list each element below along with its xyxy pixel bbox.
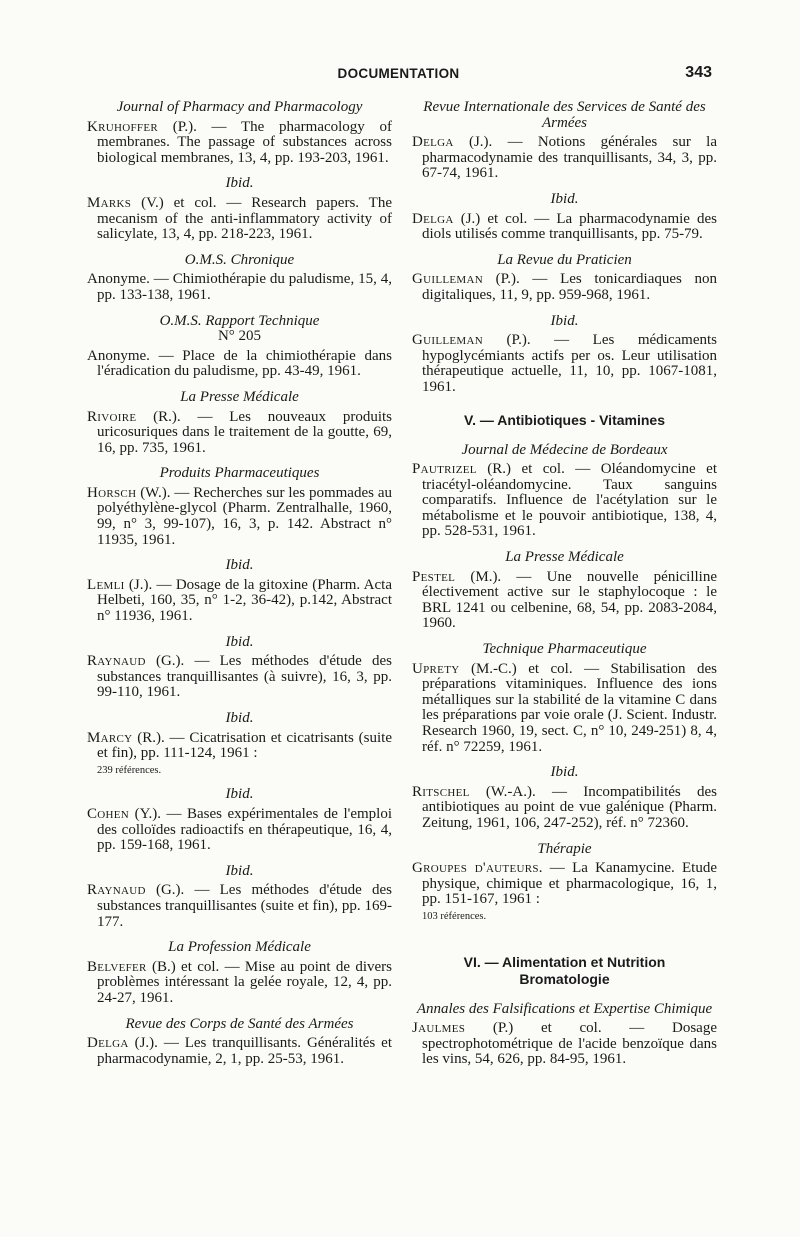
entry-text: (W.). — Recherches sur les pommades au polyéthylène-glycol (Pharm. Zentralhalle, 1960, 99, n° 3, 99-107), 16, 3, p. 142. Abstract n° 11935, 1961.: [97, 484, 392, 548]
entry-text: (P.) et col. — Dosage spectrophotométrique de l'acide benzoïque dans les vins, 54, 626, pp. 84-95, 1961.: [422, 1020, 717, 1068]
reference-entry: [87, 1036, 392, 1067]
reference-entry: [412, 333, 717, 395]
source-title: La Revue du Praticien: [497, 251, 632, 268]
section-heading: V. — Antibiotiques - Vitamines: [464, 411, 665, 428]
reference-entry: [412, 570, 717, 632]
running-title: DOCUMENTATION: [337, 66, 460, 81]
entry-text: (G.). — Les méthodes d'étude des substances tranquillisantes (suite et fin), pp. 169-177.: [97, 882, 392, 930]
source-title: Ibid.: [550, 312, 579, 329]
source-title: Ibid.: [225, 786, 254, 803]
source-title: La Presse Médicale: [505, 549, 624, 566]
entry-text: (J.). — Les tranquillisants. Généralités et pharmacodynamie, 2, 1, pp. 25-53, 1961.: [97, 1035, 392, 1067]
source-number: N° 205: [217, 328, 262, 345]
reference-entry: [412, 662, 717, 756]
source-title: Ibid.: [225, 710, 254, 726]
entry-text: (P.). — The pharmacology of membranes. The passage of substances across biological membranes, 13, 4, pp. 193-203, 1961.: [97, 118, 392, 166]
reference-entry: [412, 861, 717, 923]
entry-text: (M.). — Une nouvelle pénicilline électivement active sur le staphylocoque : le BRL 1241 ou celbenine, 68, 54, pp. 2083-2084, 1960.: [422, 568, 717, 632]
section-heading-line: VI. — Alimentation et Nutrition: [463, 953, 666, 970]
section-heading: [412, 954, 717, 988]
author: Lemli: [87, 576, 125, 593]
left-column: [87, 100, 392, 1067]
source-title: Annales des Falsifications et Expertise Chimique: [416, 1000, 713, 1017]
source-title: [87, 314, 392, 345]
reference-entry: [412, 785, 717, 832]
author: Marks: [87, 194, 132, 211]
reference-entry: [412, 212, 717, 243]
author: Kruhoffer: [87, 118, 158, 135]
reference-entry: [87, 486, 392, 548]
reference-entry: [87, 120, 392, 167]
entry-text: Anonyme. — Chimiothérapie du paludisme, 15, 4, pp. 133-138, 1961.: [87, 271, 392, 303]
author: Horsch: [87, 484, 137, 501]
author: Raynaud: [87, 653, 146, 670]
author: Cohen: [87, 805, 130, 822]
page-number: 343: [685, 64, 712, 81]
author: Pautrizel: [412, 461, 477, 478]
source-title: Journal of Pharmacy and Pharmacology: [116, 99, 363, 115]
source-title: La Presse Médicale: [180, 388, 299, 405]
entry-text: (P.). — Les médicaments hypoglycémiants actifs per os. Leur utilisation thérapeutique actuelle, 11, 10, pp. 1067-1081, 1961.: [422, 332, 717, 395]
reference-count: 103 références.: [422, 910, 487, 922]
source-title: Ibid.: [225, 862, 254, 879]
source-title: Ibid.: [225, 175, 254, 192]
source-title: Thérapie: [537, 840, 592, 857]
source-title: Revue des Corps de Santé des Armées: [125, 1015, 354, 1032]
source-title: Ibid.: [550, 764, 579, 781]
source-title: Journal de Médecine de Bordeaux: [461, 441, 668, 458]
author: Groupes d'auteurs: [412, 860, 539, 877]
source-title: Revue Internationale des Services de Santé des Armées: [423, 99, 706, 131]
reference-entry: [412, 462, 717, 540]
reference-entry: [87, 883, 392, 930]
author: Delga: [412, 134, 454, 151]
reference-entry: [412, 272, 717, 303]
reference-entry: [87, 731, 392, 778]
page-header: [85, 64, 712, 88]
author: Rivoire: [87, 408, 137, 425]
entry-text: (R.) et col. — Oléandomycine et triacétyl-oléandomycine. Taux sanguins comparatifs. Influence de l'acétylation sur le métabolisme et le pouvoir antibiotique, 138, 4, pp. 528-531, 1961.: [422, 461, 717, 540]
source-title: La Profession Médicale: [168, 939, 311, 956]
entry-text: (B.) et col. — Mise au point de divers problèmes intéressant la gelée royale, 12, 4, pp. 24-27, 1961.: [97, 958, 392, 1006]
author: Jaulmes: [412, 1020, 466, 1037]
entry-text: (J.) et col. — La pharmacodynamie des diols utilisés comme tranquillisants, pp. 75-79.: [422, 210, 717, 243]
entry-text: (Y.). — Bases expérimentales de l'emploi des colloïdes radioactifs en thérapeutique, 16, 4, pp. 159-168, 1961.: [97, 805, 392, 854]
author: Delga: [87, 1035, 129, 1052]
entry-text: (M.-C.) et col. — Stabilisation des préparations vitaminiques. Influence des ions métalliques sur la stabilité de la vitamine C dans les préparations par voie orale (J. Scient. Industr. Research 1960, 19, sect. C, n° 10, 249-251) 8, 4, réf. n° 72259, 1961.: [422, 660, 717, 755]
reference-entry: [412, 1021, 717, 1068]
source-title: Ibid.: [225, 633, 254, 650]
entry-text: (G.). — Les méthodes d'étude des substances tranquillisantes (à suivre), 16, 3, pp. 99-110, 1961.: [97, 653, 392, 701]
reference-entry: [87, 578, 392, 625]
reference-entry: [87, 196, 392, 243]
reference-entry: [87, 272, 392, 303]
author: Guilleman: [412, 332, 483, 349]
section-heading-line: Bromatologie: [519, 970, 610, 987]
entry-text: Anonyme. — Place de la chimiothérapie dans l'éradication du paludisme, pp. 43-49, 1961.: [87, 347, 392, 380]
reference-count: 239 références.: [97, 764, 162, 776]
reference-entry: [87, 410, 392, 457]
source-title: Technique Pharmaceutique: [482, 641, 647, 658]
entry-text: (J.). — Dosage de la gitoxine (Pharm. Acta Helbeti, 160, 35, n° 1-2, 36-42), p.142, Abstract n° 11936, 1961.: [97, 576, 392, 625]
reference-entry: [87, 807, 392, 854]
author: Raynaud: [87, 882, 146, 899]
author: Belvefer: [87, 958, 147, 975]
right-column: [412, 100, 717, 1068]
author: Delga: [412, 210, 454, 227]
source-title: O.M.S. Chronique: [184, 251, 295, 268]
entry-text: (W.-A.). — Incompatibilités des antibiotiques au point de vue galénique (Pharm. Zeitung, 1961, 106, 247-252), réf. n° 72360.: [422, 783, 717, 831]
reference-entry: [87, 349, 392, 380]
entry-text: (V.) et col. — Research papers. The mecanism of the anti-inflammatory activity of salicylate, 13, 4, pp. 218-223, 1961.: [97, 194, 392, 243]
entry-text: (R.). — Les nouveaux produits uricosuriques dans le traitement de la goutte, 69, 16, pp. 735, 1961.: [97, 408, 392, 456]
source-title: Ibid.: [225, 557, 254, 574]
entry-text: (P.). — Les tonicardiaques non digitaliques, 11, 9, pp. 959-968, 1961.: [422, 271, 717, 303]
source-title: Ibid.: [550, 190, 579, 207]
reference-entry: [87, 654, 392, 701]
source-title: Produits Pharmaceutiques: [159, 465, 320, 482]
entry-text: (J.). — Notions générales sur la pharmacodynamie des tranquillisants, 34, 3, pp. 67-74, 1961.: [422, 134, 717, 182]
author: Uprety: [412, 660, 460, 677]
source-title-line: O.M.S. Rapport Technique: [159, 312, 320, 329]
entry-text: . — La Kanamycine. Etude physique, chimique et pharmacologique, 16, 1, pp. 151-167, 1961 :: [422, 860, 717, 908]
author: Pestel: [412, 568, 456, 585]
author: Marcy: [87, 729, 133, 746]
reference-entry: [87, 960, 392, 1007]
entry-text: (R.). — Cicatrisation et cicatrisants (suite et fin), pp. 111-124, 1961 :: [97, 729, 392, 762]
author: Ritschel: [412, 783, 470, 800]
reference-entry: [412, 135, 717, 182]
author: Guilleman: [412, 271, 483, 288]
